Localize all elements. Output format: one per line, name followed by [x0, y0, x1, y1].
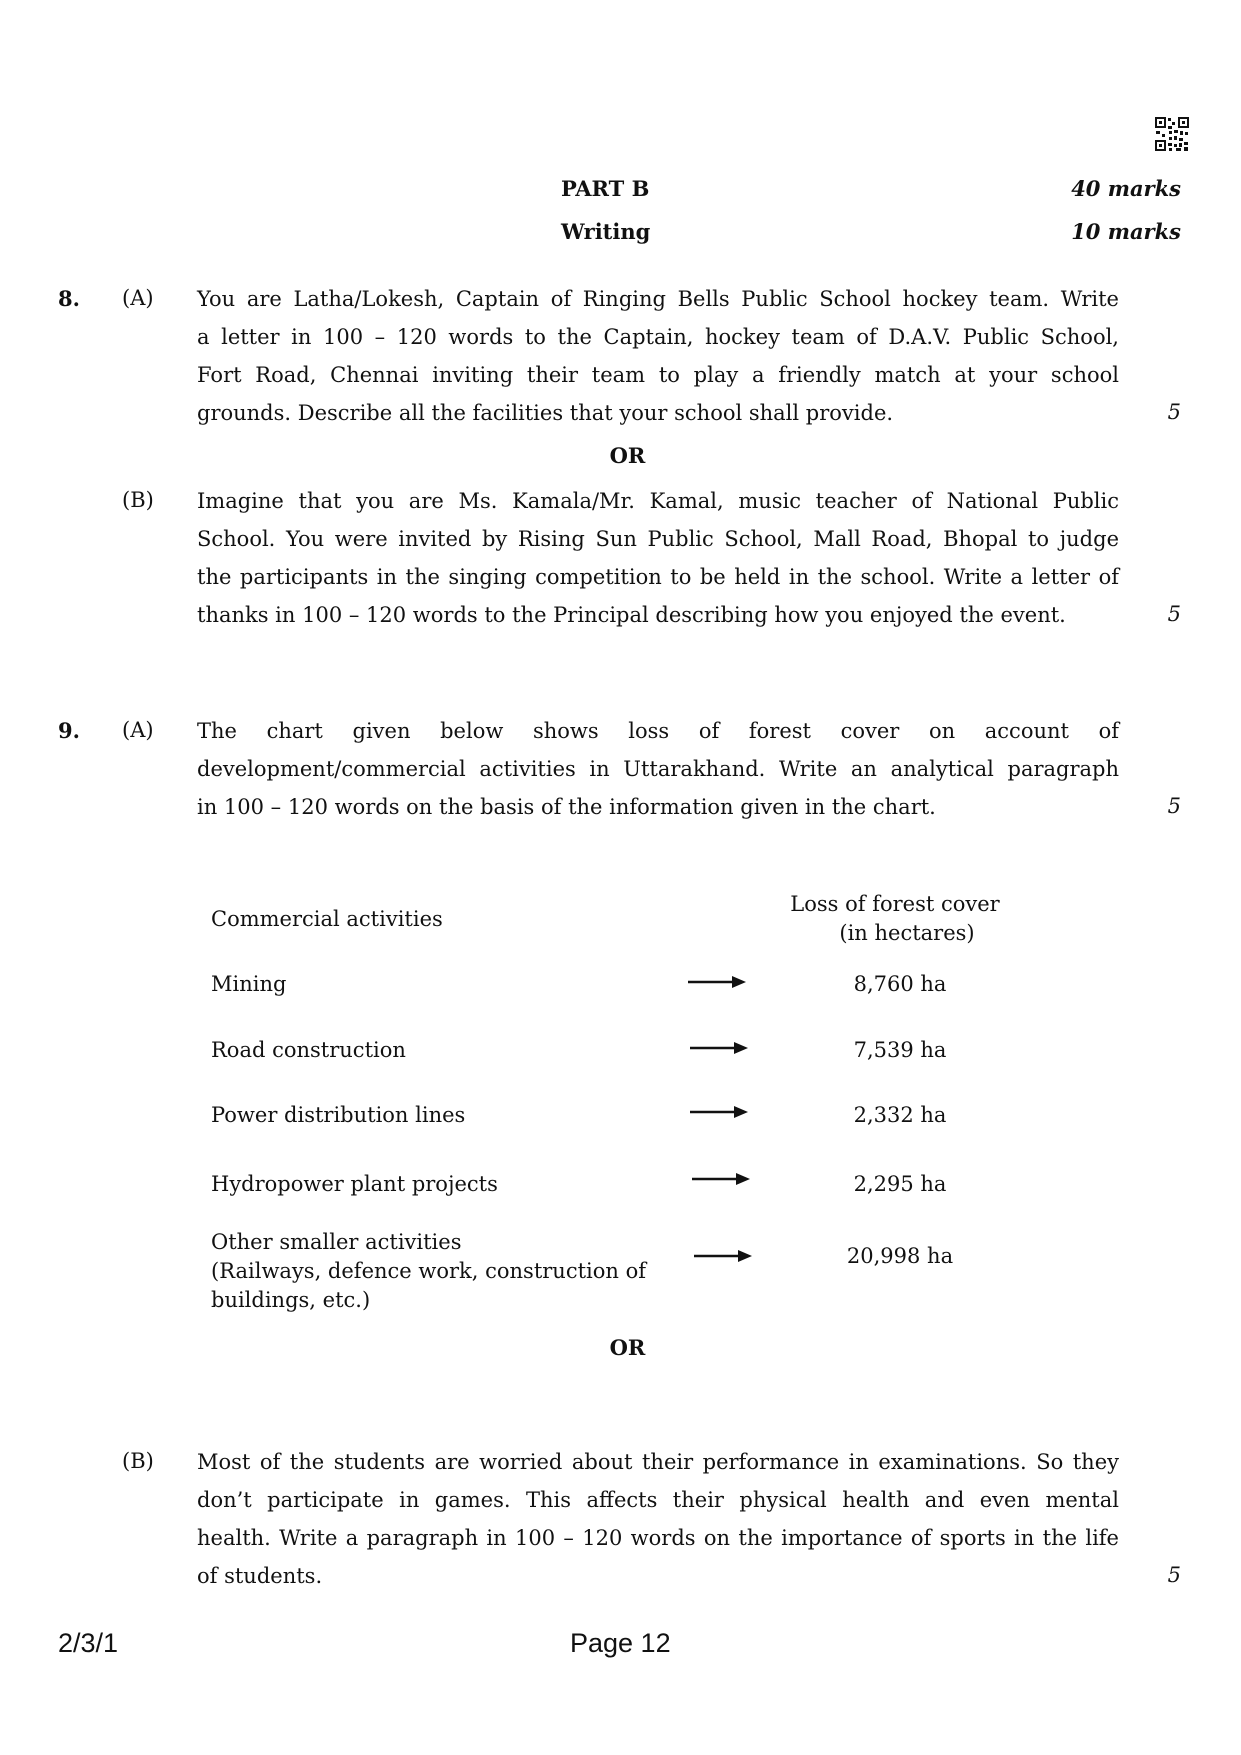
chart-activity-line: buildings, etc.) — [211, 1288, 371, 1312]
chart-column-header: Commercial activities — [211, 907, 443, 931]
chart-activity-line: Mining — [211, 972, 287, 996]
right-arrow-icon — [688, 975, 746, 989]
chart-header-line: (in hectares) — [839, 921, 975, 945]
chart-activity-line: Power distribution lines — [211, 1103, 466, 1127]
question-8b-text — [197, 482, 1119, 634]
chart-header-line: Loss of forest cover — [790, 892, 1000, 916]
chart-activity-line: Hydropower plant projects — [211, 1172, 498, 1196]
question-9b-text — [197, 1443, 1119, 1595]
option-label: (B) — [122, 488, 154, 512]
right-arrow-icon — [690, 1105, 748, 1119]
question-marks: 5 — [1167, 794, 1181, 818]
option-label: (A) — [122, 718, 154, 742]
or-separator: OR — [609, 1335, 646, 1360]
text-line: in 100 – 120 words on the basis of the information given in the chart. — [197, 795, 936, 819]
or-separator: OR — [609, 443, 646, 468]
text-line: of students. — [197, 1564, 323, 1588]
chart-activity-line: (Railways, defence work, construction of — [211, 1259, 647, 1283]
paper-code: 2/3/1 — [58, 1628, 119, 1658]
question-number: 9. — [58, 718, 80, 743]
part-title: PART B — [561, 176, 650, 201]
part-marks: 40 marks — [1071, 176, 1181, 201]
right-arrow-icon — [692, 1172, 750, 1186]
question-marks: 5 — [1167, 602, 1181, 626]
right-arrow-icon — [694, 1249, 752, 1263]
text-line: You are Latha/Lokesh, Captain of Ringing Bells Public School hockey team. Write — [197, 287, 1119, 311]
option-label: (A) — [122, 286, 154, 310]
question-8a-text — [197, 280, 1119, 432]
text-line: thanks in 100 – 120 words to the Principal describing how you enjoyed the event. — [197, 603, 1066, 627]
chart-value-label: 8,760 ha — [853, 972, 947, 996]
text-line: grounds. Describe all the facilities that your school shall provide. — [197, 401, 894, 425]
chart-value-label: 2,332 ha — [853, 1103, 947, 1127]
text-line: The chart given below shows loss of forest cover on account of — [197, 719, 1119, 743]
chart-activity-label — [211, 970, 286, 999]
text-line: School. You were invited by Rising Sun Public School, Mall Road, Bhopal to judge — [197, 527, 1119, 551]
text-line: a letter in 100 – 120 words to the Captain, hockey team of D.A.V. Public School, — [197, 325, 1119, 349]
option-label: (B) — [122, 1449, 154, 1473]
page-number: Page 12 — [570, 1628, 671, 1658]
section-title: Writing — [561, 219, 651, 244]
section-marks: 10 marks — [1071, 219, 1181, 244]
chart-value-label: 20,998 ha — [846, 1244, 954, 1268]
text-line: Imagine that you are Ms. Kamala/Mr. Kamal, music teacher of National Public — [197, 489, 1119, 513]
chart-value-label: 2,295 ha — [853, 1172, 947, 1196]
text-line: health. Write a paragraph in 100 – 120 words on the importance of sports in the life — [197, 1526, 1119, 1550]
text-line: the participants in the singing competition to be held in the school. Write a letter of — [197, 565, 1119, 589]
chart-activity-line: Other smaller activities — [211, 1230, 462, 1254]
question-marks: 5 — [1167, 1563, 1181, 1587]
text-line: development/commercial activities in Uttarakhand. Write an analytical paragraph — [197, 757, 1119, 781]
question-marks: 5 — [1167, 400, 1181, 424]
qr-code-icon — [1154, 116, 1190, 152]
chart-activity-label — [211, 1036, 406, 1065]
text-line: Most of the students are worried about their performance in examinations. So they — [197, 1450, 1119, 1474]
question-9a-text — [197, 712, 1119, 826]
chart-activity-label — [211, 1170, 498, 1199]
chart-activity-line: Road construction — [211, 1038, 406, 1062]
text-line: don’t participate in games. This affects their physical health and even mental — [197, 1488, 1119, 1512]
text-line: Fort Road, Chennai inviting their team to play a friendly match at your school — [197, 363, 1119, 387]
chart-activity-label — [211, 1101, 465, 1130]
right-arrow-icon — [690, 1041, 748, 1055]
question-number: 8. — [58, 286, 80, 311]
chart-activity-label — [211, 1228, 646, 1315]
chart-column-header — [780, 890, 1010, 948]
chart-value-label: 7,539 ha — [853, 1038, 947, 1062]
